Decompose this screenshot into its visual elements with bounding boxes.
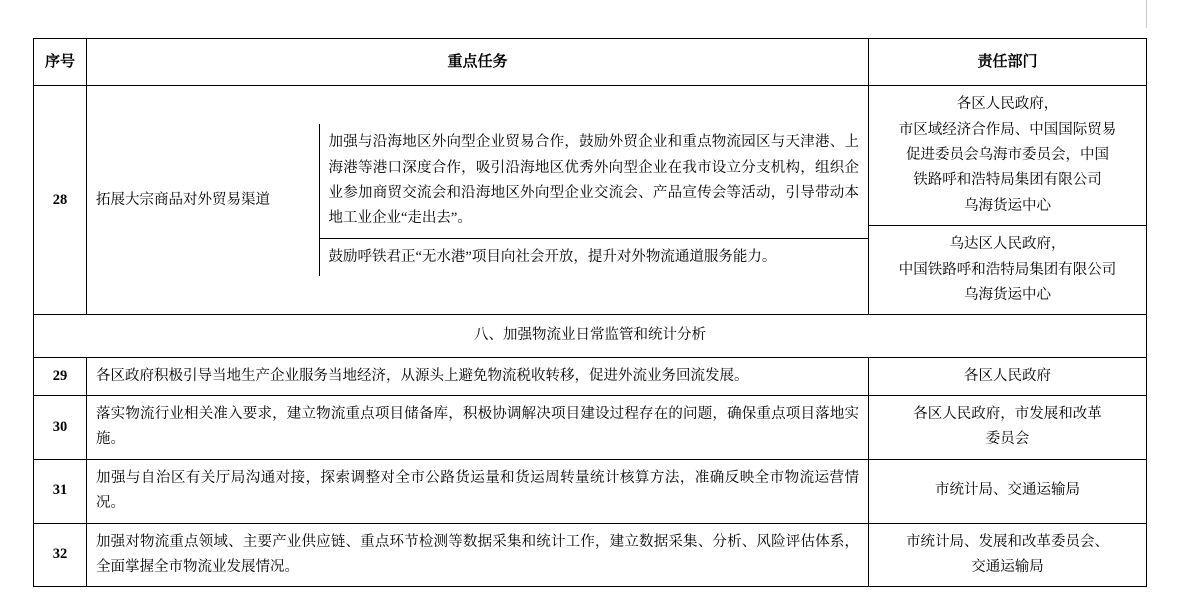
- table-row: [34, 523, 1147, 587]
- section-heading-row: [34, 315, 1147, 357]
- dept-line: 乌海货运中心: [964, 197, 1051, 214]
- task-cell-32: 加强对物流重点领域、主要产业供应链、重点环节检测等数据采集和统计工作，建立数据采集、分析、风险评估体系，全面掌握全市物流业发展情况。: [87, 523, 869, 587]
- task-cell-29: 各区政府积极引导当地生产企业服务当地经济，从源头上避免物流税收转移，促进外流业务回流发展。: [87, 357, 869, 395]
- dept-line: 中国铁路呼和浩特局集团有限公司: [898, 261, 1117, 278]
- header-cell-no: 序号: [34, 39, 87, 86]
- dept-cell-30: [869, 396, 1147, 460]
- table-row: [34, 357, 1147, 395]
- row-number-28: 28: [34, 86, 87, 315]
- subtask-text-2: 鼓励呼铁君正“无水港”项目向社会开放，提升对外物流通道服务能力。: [328, 248, 777, 265]
- task-cell-28: [87, 86, 869, 315]
- dept-line: 市统计局、发展和改革委员会、: [906, 533, 1109, 550]
- table-header-row: [34, 39, 1147, 86]
- dept-line: 乌达区人民政府，: [949, 236, 1066, 253]
- dept-cell-32: [869, 523, 1147, 587]
- table-row: [34, 86, 1147, 226]
- header-cell-task: 重点任务: [87, 39, 869, 86]
- task-subtitle-28: 拓展大宗商品对外贸易渠道: [87, 124, 319, 276]
- dept-cell-28-1: [869, 86, 1147, 226]
- dept-cell-28-2: [869, 226, 1147, 315]
- key-tasks-table: [33, 38, 1147, 587]
- dept-line: 委员会: [985, 431, 1030, 448]
- row-number-31: 31: [34, 459, 87, 523]
- dept-line: 市区域经济合作局、中国国际贸易: [898, 121, 1117, 138]
- dept-line: 各区人民政府，市发展和改革: [913, 406, 1102, 422]
- task-cell-30: 落实物流行业相关准入要求，建立物流重点项目储备库，积极协调解决项目建设过程存在的问题，确保重点项目落地实施。: [87, 396, 869, 460]
- dept-line: 铁路呼和浩特局集团有限公司: [913, 172, 1102, 189]
- table-row: [34, 396, 1147, 460]
- dept-line: 各区人民政府，: [956, 96, 1059, 113]
- dept-line: 促进委员会乌海市委员会，中国: [906, 147, 1109, 163]
- header-cell-dept: 责任部门: [869, 39, 1147, 86]
- table-row: [34, 459, 1147, 523]
- dept-cell-31: [869, 459, 1147, 523]
- dept-line: 乌海货运中心: [964, 286, 1051, 303]
- subtask-text-1: 加强与沿海地区外向型企业贸易合作，鼓励外贸企业和重点物流园区与天津港、上海港等港口深度合作，吸引沿海地区优秀外向型企业在我市设立分支机构，组织企业参加商贸交流会和沿海地区外向型企业交流会、产品宣传会等活动，引导带动本地工业企业“走出去”。: [319, 124, 868, 238]
- dept-line: 市统计局、交通运输局: [935, 482, 1080, 499]
- row-number-32: 32: [34, 523, 87, 587]
- page-margin-guide: [1146, 0, 1147, 28]
- subtask-row: [87, 124, 868, 238]
- section-heading: 八、加强物流业日常监管和统计分析: [34, 315, 1147, 357]
- row-number-30: 30: [34, 396, 87, 460]
- dept-line: 各区人民政府: [964, 367, 1051, 384]
- dept-cell-29: [869, 357, 1147, 395]
- task-cell-31: 加强与自治区有关厅局沟通对接，探索调整对全市公路货运量和货运周转量统计核算方法，准确反映全市物流运营情况。: [87, 459, 869, 523]
- dept-line: 交通运输局: [971, 558, 1044, 575]
- row-number-29: 29: [34, 357, 87, 395]
